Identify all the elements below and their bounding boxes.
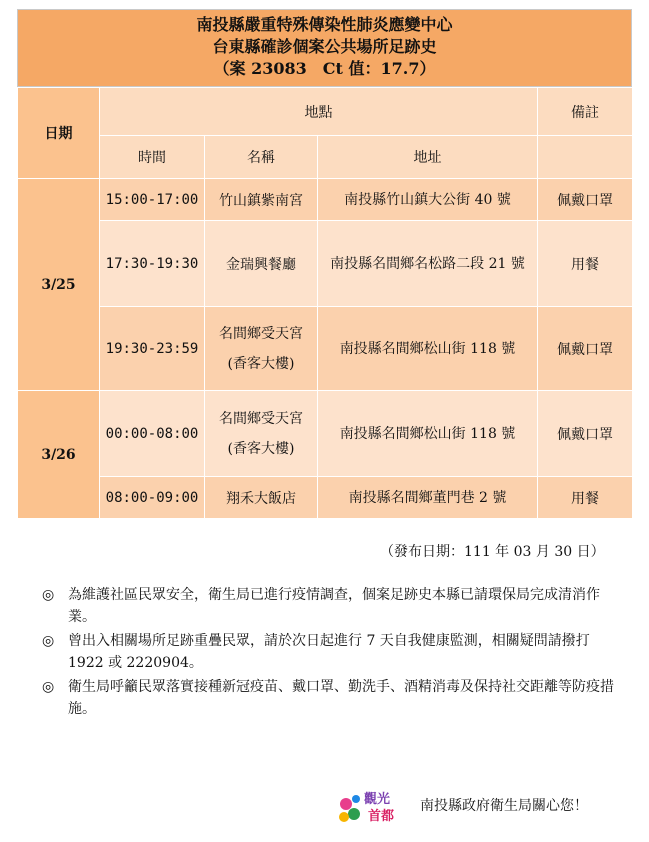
list-item: [42, 630, 617, 674]
header-place: 地點: [100, 88, 538, 136]
note-text: 衛生局呼籲民眾落實接種新冠疫苗、戴口罩、勤洗手、酒精消毒及保持社交距離等防疫措施。: [68, 679, 614, 717]
name-cell: 翔禾大飯店: [205, 477, 318, 519]
header-note-blank: [538, 136, 633, 179]
time-cell: 15:00-17:00: [100, 179, 205, 221]
name-cell: [205, 307, 318, 391]
date-cell: 3/25: [18, 179, 100, 391]
footer-message: 南投縣政府衛生局關心您！: [420, 798, 588, 814]
note-cell: 佩戴口罩: [538, 391, 633, 477]
name-cell: [205, 391, 318, 477]
time-cell: 17:30-19:30: [100, 221, 205, 307]
name-line: 名間鄉受天宮: [219, 410, 303, 427]
table-row: [18, 391, 633, 477]
name-line: 名間鄉受天宮: [219, 325, 303, 342]
logo-line1: 觀光: [364, 792, 391, 807]
header-case: （案 23083 Ct 值：17.7）: [213, 59, 436, 78]
address-cell: 南投縣名間鄉松山街 118 號: [318, 307, 538, 391]
header-title: 南投縣嚴重特殊傳染性肺炎應變中心: [196, 15, 453, 34]
header-subtitle: 台東縣確診個案公共場所足跡史: [212, 37, 437, 56]
document-header: [17, 9, 632, 87]
note-text: 為維護社區民眾安全，衛生局已進行疫情調查，個案足跡史本縣已請環保局完成清消作業。: [68, 587, 600, 625]
header-address: 地址: [318, 136, 538, 179]
time-cell: 00:00-08:00: [100, 391, 205, 477]
time-cell: 19:30-23:59: [100, 307, 205, 391]
bullet-icon: ◎: [42, 633, 55, 649]
list-item: [42, 584, 617, 628]
header-name: 名稱: [205, 136, 318, 179]
table-row: [18, 221, 633, 307]
tourism-capital-logo-icon: [336, 784, 412, 828]
table-row: [18, 179, 633, 221]
note-cell: 用餐: [538, 221, 633, 307]
address-cell: 南投縣竹山鎮大公街 40 號: [318, 179, 538, 221]
header-note: 備註: [538, 88, 633, 136]
note-cell: 佩戴口罩: [538, 179, 633, 221]
address-cell: 南投縣名間鄉名松路二段 21 號: [318, 221, 538, 307]
name-cell: 竹山鎮紫南宮: [205, 179, 318, 221]
note-cell: 佩戴口罩: [538, 307, 633, 391]
logo-line2: 首都: [368, 809, 395, 824]
notes-list: [42, 584, 617, 722]
footprint-table: [17, 87, 633, 519]
table-row: [18, 307, 633, 391]
name-cell: 金瑞興餐廳: [205, 221, 318, 307]
header-time: 時間: [100, 136, 205, 179]
header-date: 日期: [18, 88, 100, 179]
table-row: [18, 477, 633, 519]
name-subline: (香客大樓): [227, 440, 295, 457]
address-cell: 南投縣名間鄉松山街 118 號: [318, 391, 538, 477]
time-cell: 08:00-09:00: [100, 477, 205, 519]
note-text: 曾出入相關場所足跡重疊民眾，請於次日起進行 7 天自我健康監測，相關疑問請撥打 1922 或 2220904。: [68, 633, 590, 671]
list-item: [42, 676, 617, 720]
name-subline: (香客大樓): [227, 355, 295, 372]
bullet-icon: ◎: [42, 587, 55, 603]
bullet-icon: ◎: [42, 679, 55, 695]
note-cell: 用餐: [538, 477, 633, 519]
publish-date: （發布日期：111 年 03 月 30 日）: [380, 544, 605, 560]
date-cell: 3/26: [18, 391, 100, 519]
address-cell: 南投縣名間鄉董門巷 2 號: [318, 477, 538, 519]
